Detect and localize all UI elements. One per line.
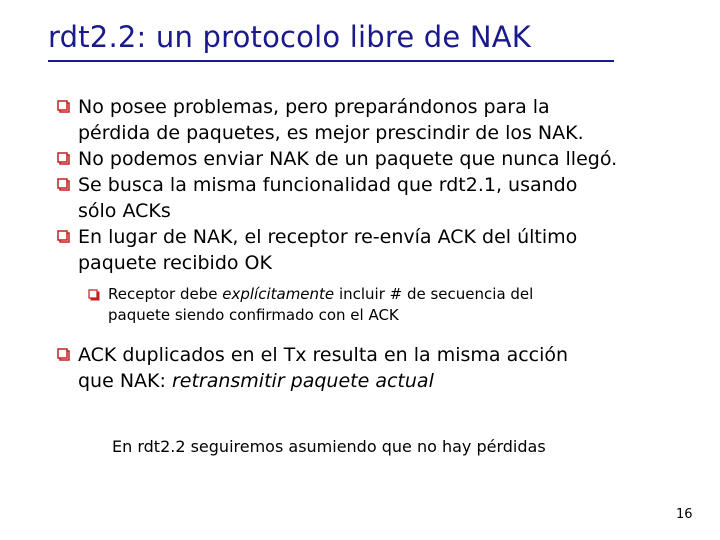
bullet-text: que NAK:: [78, 370, 172, 392]
page-number: 16: [676, 507, 693, 522]
red-box-bullet-icon: [57, 230, 71, 244]
bullet-line: paquete recibido OK: [78, 252, 272, 274]
bullet-line: [78, 368, 720, 394]
sub-bullet-emphasis: explícitamente: [222, 285, 335, 303]
bullet-item: [0, 172, 720, 224]
bullet-list: [0, 94, 720, 394]
bullet-line: ACK duplicados en el Tx resulta en la misma acción: [78, 344, 569, 366]
bullet-line: sólo ACKs: [78, 200, 171, 222]
bullet-line: pérdida de paquetes, es mejor prescindir de los NAK.: [78, 122, 584, 144]
bullet-item: [0, 342, 720, 394]
title-underline: [48, 60, 614, 62]
sub-bullet-text: Receptor debe: [108, 285, 223, 303]
sub-bullet-item: [0, 284, 720, 326]
bullet-line: En lugar de NAK, el receptor re-envía ACK del último: [78, 226, 578, 248]
bullet-line: Se busca la misma funcionalidad que rdt2.1, usando: [78, 174, 578, 196]
red-box-bullet-icon: [57, 100, 71, 114]
slide-note: En rdt2.2 seguiremos asumiendo que no hay pérdidas: [112, 437, 546, 456]
red-box-bullet-icon: [57, 348, 71, 362]
red-filled-box-bullet-icon: [88, 289, 100, 301]
red-box-bullet-icon: [57, 178, 71, 192]
bullet-emphasis: retransmitir paquete actual: [171, 370, 434, 392]
red-box-bullet-icon: [57, 152, 71, 166]
bullet-item: [0, 224, 720, 276]
bullet-line: No posee problemas, pero preparándonos para la: [78, 96, 550, 118]
bullet-item: [0, 146, 720, 172]
sub-bullet-line: paquete siendo confirmado con el ACK: [108, 306, 399, 324]
sub-bullet-line: [108, 284, 720, 305]
sub-bullet-text: incluir # de secuencia del: [334, 285, 534, 303]
bullet-item: [0, 94, 720, 146]
slide-title: rdt2.2: un protocolo libre de NAK: [48, 20, 532, 54]
bullet-line: No podemos enviar NAK de un paquete que nunca llegó.: [78, 148, 618, 170]
